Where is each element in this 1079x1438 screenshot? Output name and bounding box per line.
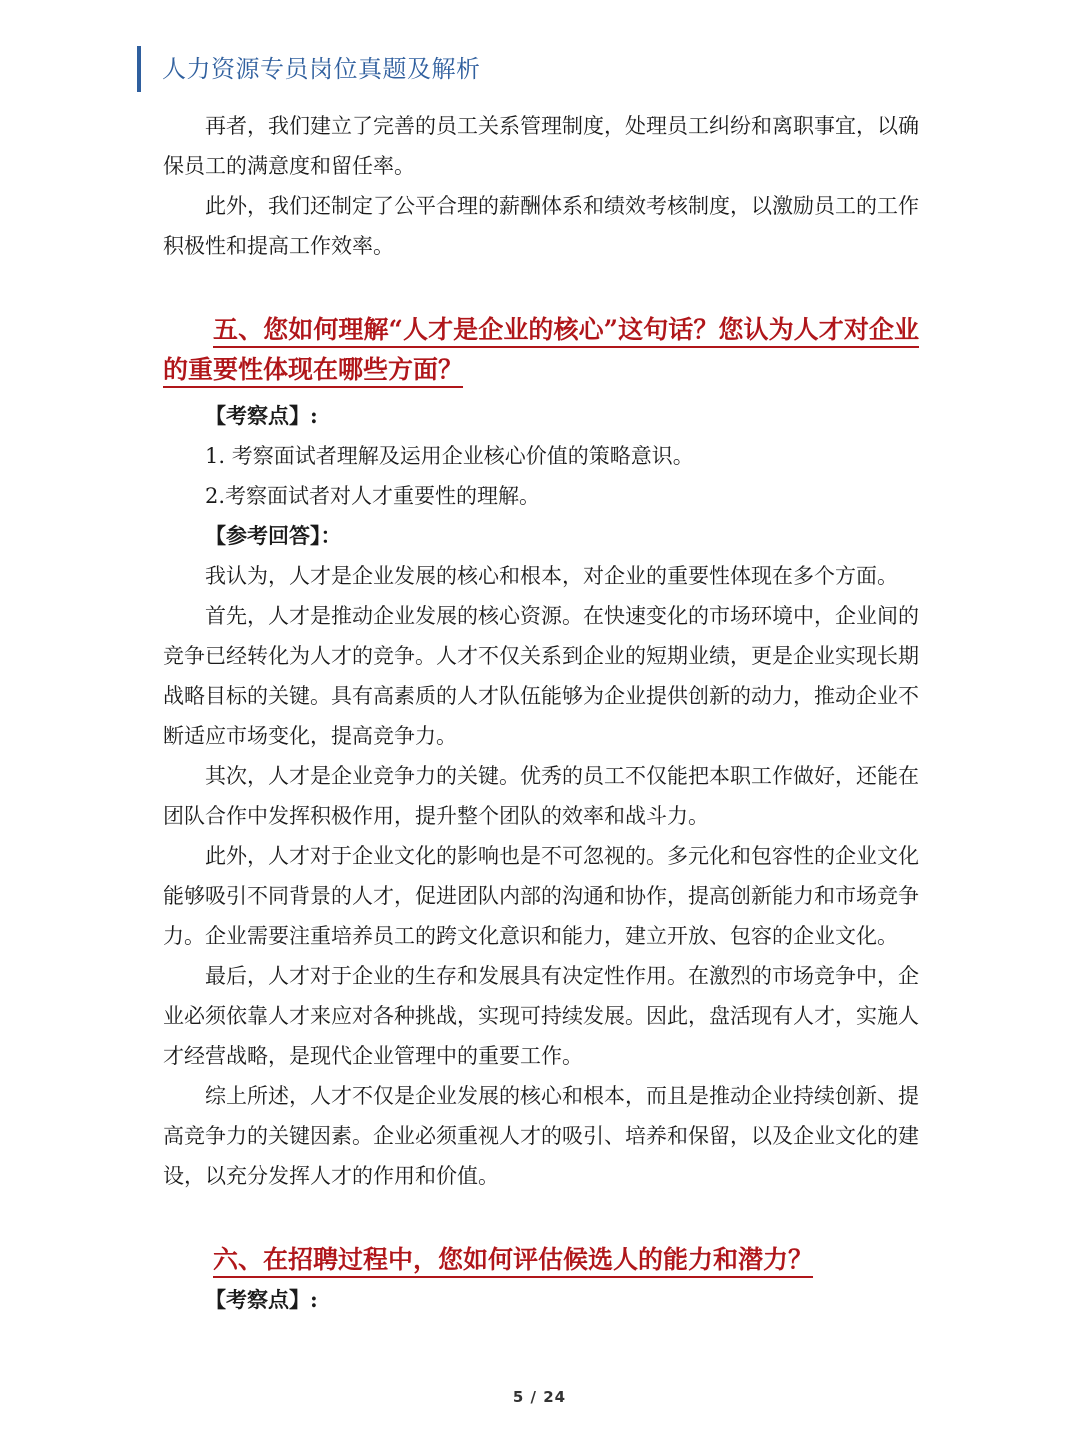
section-6-exam-label: 【考察点】: xyxy=(205,1287,318,1312)
section-5-exam-label: 【考察点】: xyxy=(205,403,318,428)
answer-paragraph: 我认为，人才是企业发展的核心和根本，对企业的重要性体现在多个方面。 xyxy=(205,564,898,588)
section-6-title: 六、在招聘过程中，您如何评估候选人的能力和潜力？ xyxy=(213,1245,814,1274)
section-5-title: 五、您如何理解“人才是企业的核心”这句话？您认为人才对企业的重要性体现在哪些方面？ xyxy=(163,315,919,384)
section-6-heading xyxy=(163,1240,919,1280)
exam-point: 1. 考察面试者理解及运用企业核心价值的策略意识。 xyxy=(205,444,694,468)
header-accent-bar xyxy=(137,46,141,92)
page-indicator: 5 / 24 xyxy=(512,1388,567,1406)
intro-paragraph: 此外，我们还制定了公平合理的薪酬体系和绩效考核制度，以激励员工的工作积极性和提高工作效率。 xyxy=(163,194,919,258)
document-title: 人力资源专员岗位真题及解析 xyxy=(162,55,481,83)
section-5-answer-label: 【参考回答】： xyxy=(205,523,342,548)
exam-point: 2.考察面试者对人才重要性的理解。 xyxy=(205,484,541,508)
answer-paragraph: 此外，人才对于企业文化的影响也是不可忽视的。多元化和包容性的企业文化能够吸引不同背景的人才，促进团队内部的沟通和协作，提高创新能力和市场竞争力。企业需要注重培养员工的跨文化意识和能力，建立开放、包容的企业文化。 xyxy=(163,844,919,948)
intro-paragraph: 再者，我们建立了完善的员工关系管理制度，处理员工纠纷和离职事宜，以确保员工的满意度和留任率。 xyxy=(163,114,919,178)
answer-paragraph: 首先，人才是推动企业发展的核心资源。在快速变化的市场环境中，企业间的竞争已经转化为人才的竞争。人才不仅关系到企业的短期业绩，更是企业实现长期战略目标的关键。具有高素质的人才队伍能够为企业提供创新的动力，推动企业不断适应市场变化，提高竞争力。 xyxy=(163,604,919,748)
answer-paragraph: 其次，人才是企业竞争力的关键。优秀的员工不仅能把本职工作做好，还能在团队合作中发挥积极作用，提升整个团队的效率和战斗力。 xyxy=(163,764,919,828)
answer-paragraph: 综上所述，人才不仅是企业发展的核心和根本，而且是推动企业持续创新、提高竞争力的关键因素。企业必须重视人才的吸引、培养和保留，以及企业文化的建设，以充分发挥人才的作用和价值。 xyxy=(163,1084,919,1188)
page-content xyxy=(163,106,919,1320)
answer-paragraph: 最后，人才对于企业的生存和发展具有决定性作用。在激烈的市场竞争中，企业必须依靠人才来应对各种挑战，实现可持续发展。因此，盘活现有人才，实施人才经营战略，是现代企业管理中的重要工作。 xyxy=(163,964,919,1068)
section-5-heading xyxy=(163,310,919,390)
